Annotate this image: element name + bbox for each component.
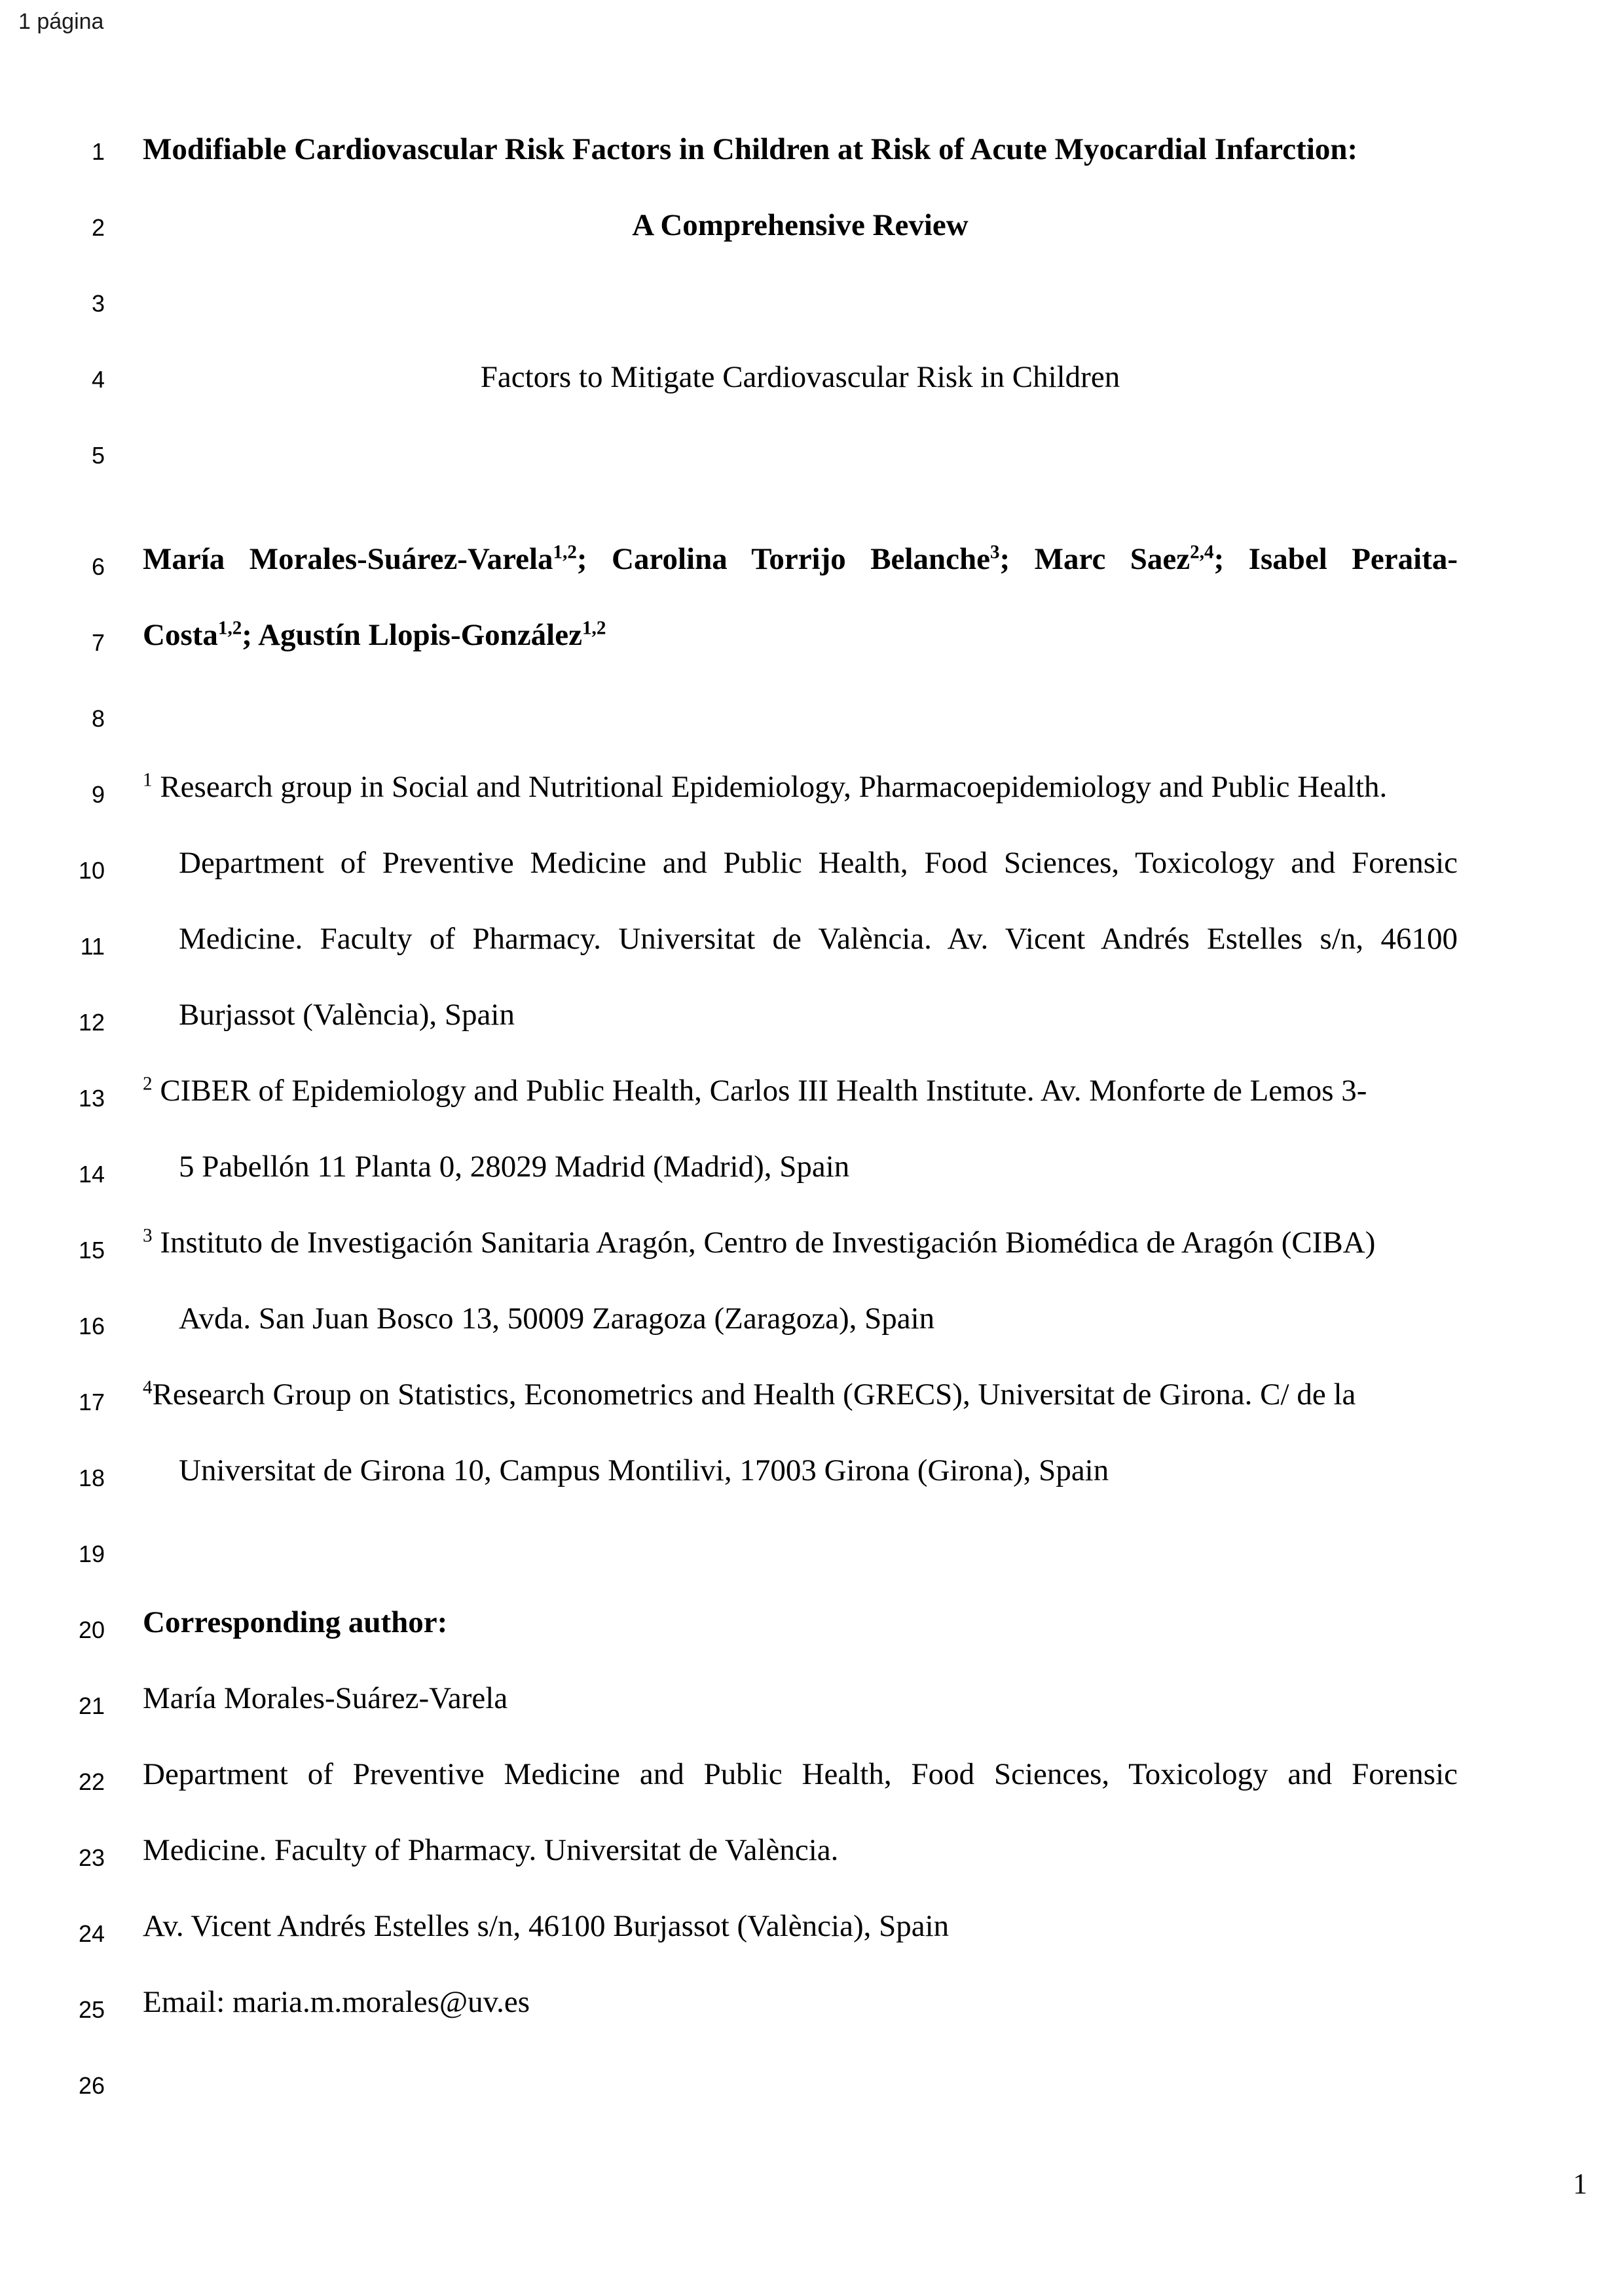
affiliation-marker-space bbox=[153, 1226, 160, 1260]
line-number: 4 bbox=[91, 366, 105, 393]
affiliation-marker-2: 2 bbox=[143, 1073, 153, 1095]
line-number: 24 bbox=[78, 1920, 105, 1947]
affiliation-marker-3: 3 bbox=[143, 1225, 153, 1247]
affiliation-3-line-1 bbox=[143, 1226, 1458, 1260]
author-separator: ; bbox=[999, 542, 1035, 576]
affiliation-marker-4: 4 bbox=[143, 1377, 153, 1398]
affiliation-text: CIBER of Epidemiology and Public Health, Carlos III Health Institute. Av. Monforte de Lemos 3- bbox=[160, 1074, 1367, 1108]
corresponding-author-email: Email: maria.m.morales@uv.es bbox=[143, 1985, 530, 2019]
corresponding-author-address-line-1: Department of Preventive Medicine and Public Health, Food Sciences, Toxicology and Forensic bbox=[143, 1757, 1458, 1791]
line-number: 23 bbox=[78, 1844, 105, 1871]
line-number: 25 bbox=[78, 1996, 105, 2023]
author-name-peraita: Isabel Peraita- bbox=[1248, 542, 1458, 576]
line-number: 8 bbox=[91, 705, 105, 732]
author-name-saez: Marc Saez bbox=[1034, 542, 1190, 576]
line-number: 2 bbox=[91, 214, 105, 241]
affiliation-text: Research group in Social and Nutritional Epidemiology, Pharmacoepidemiology and Public Health. bbox=[160, 770, 1388, 804]
line-number: 20 bbox=[78, 1616, 105, 1643]
viewer-page-indicator: 1 página bbox=[18, 9, 104, 34]
line-number: 21 bbox=[78, 1692, 105, 1719]
line-number: 13 bbox=[78, 1085, 105, 1112]
affiliation-marker-1: 1 bbox=[143, 769, 153, 791]
affiliation-4-line-1 bbox=[143, 1377, 1458, 1412]
line-number: 3 bbox=[91, 290, 105, 317]
affiliation-text: Research Group on Statistics, Econometrics and Health (GRECS), Universitat de Girona. C/ de la bbox=[152, 1377, 1356, 1412]
affiliation-text: Instituto de Investigación Sanitaria Aragón, Centro de Investigación Biomédica de Aragón (CIBA) bbox=[160, 1226, 1376, 1260]
affiliation-marker-space bbox=[153, 1074, 160, 1108]
author-line-1 bbox=[143, 542, 1458, 576]
line-number: 1 bbox=[91, 138, 105, 165]
affiliation-2-line-1 bbox=[143, 1074, 1458, 1108]
page-number: 1 bbox=[1573, 2168, 1587, 2200]
affiliation-1-line-2: Department of Preventive Medicine and Public Health, Food Sciences, Toxicology and Forensic bbox=[179, 846, 1458, 880]
author-name-llopis: Agustín Llopis-González bbox=[258, 618, 582, 652]
author-line-2 bbox=[143, 618, 1458, 652]
line-number: 12 bbox=[78, 1009, 105, 1036]
author-name-peraita-costa: Costa bbox=[143, 618, 218, 652]
line-number: 26 bbox=[78, 2072, 105, 2099]
line-number: 19 bbox=[78, 1540, 105, 1567]
author-affil-sup: 1,2 bbox=[581, 617, 606, 639]
author-separator: ; bbox=[1213, 542, 1249, 576]
line-number: 18 bbox=[78, 1465, 105, 1491]
corresponding-author-address-line-2: Medicine. Faculty of Pharmacy. Universitat de València. bbox=[143, 1833, 839, 1867]
line-number-gutter bbox=[0, 41, 124, 2296]
author-affil-sup: 1,2 bbox=[553, 541, 577, 563]
corresponding-author-name: María Morales-Suárez-Varela bbox=[143, 1681, 508, 1715]
affiliation-2-line-2: 5 Pabellón 11 Planta 0, 28029 Madrid (Madrid), Spain bbox=[179, 1150, 850, 1184]
line-number: 14 bbox=[78, 1161, 105, 1188]
affiliation-marker-space bbox=[153, 770, 160, 804]
document-page bbox=[0, 41, 1624, 2296]
line-number: 5 bbox=[91, 442, 105, 469]
affiliation-1-line-1 bbox=[143, 770, 1458, 804]
author-name-torrijo: Carolina Torrijo Belanche bbox=[612, 542, 990, 576]
line-number: 16 bbox=[78, 1313, 105, 1339]
running-title: Factors to Mitigate Cardiovascular Risk in Children bbox=[480, 360, 1120, 394]
line-number: 22 bbox=[78, 1768, 105, 1795]
affiliation-1-line-4: Burjassot (València), Spain bbox=[179, 998, 515, 1032]
line-number: 6 bbox=[91, 553, 105, 580]
author-separator: ; bbox=[576, 542, 612, 576]
affiliation-4-line-2: Universitat de Girona 10, Campus Montilivi, 17003 Girona (Girona), Spain bbox=[179, 1453, 1109, 1487]
author-name-morales: María Morales-Suárez-Varela bbox=[143, 542, 553, 576]
paper-title-line-1: Modifiable Cardiovascular Risk Factors in Children at Risk of Acute Myocardial Infarction: bbox=[143, 132, 1358, 166]
paper-title-line-2: A Comprehensive Review bbox=[632, 208, 969, 242]
author-affil-sup: 3 bbox=[989, 541, 1000, 563]
line-number: 10 bbox=[78, 857, 105, 884]
line-number: 9 bbox=[91, 781, 105, 808]
author-affil-sup: 1,2 bbox=[217, 617, 242, 639]
corresponding-author-heading: Corresponding author: bbox=[143, 1605, 448, 1639]
affiliation-1-line-3: Medicine. Faculty of Pharmacy. Universitat de València. Av. Vicent Andrés Estelles s/n, 46100 bbox=[179, 922, 1458, 956]
line-number: 11 bbox=[80, 933, 105, 960]
line-number: 7 bbox=[91, 629, 105, 656]
author-affil-sup: 2,4 bbox=[1190, 541, 1214, 563]
corresponding-author-address-line-3: Av. Vicent Andrés Estelles s/n, 46100 Burjassot (València), Spain bbox=[143, 1909, 950, 1943]
affiliation-3-line-2: Avda. San Juan Bosco 13, 50009 Zaragoza (Zaragoza), Spain bbox=[179, 1302, 935, 1336]
author-separator: ; bbox=[242, 618, 259, 652]
line-number: 15 bbox=[78, 1237, 105, 1264]
line-number: 17 bbox=[78, 1389, 105, 1415]
